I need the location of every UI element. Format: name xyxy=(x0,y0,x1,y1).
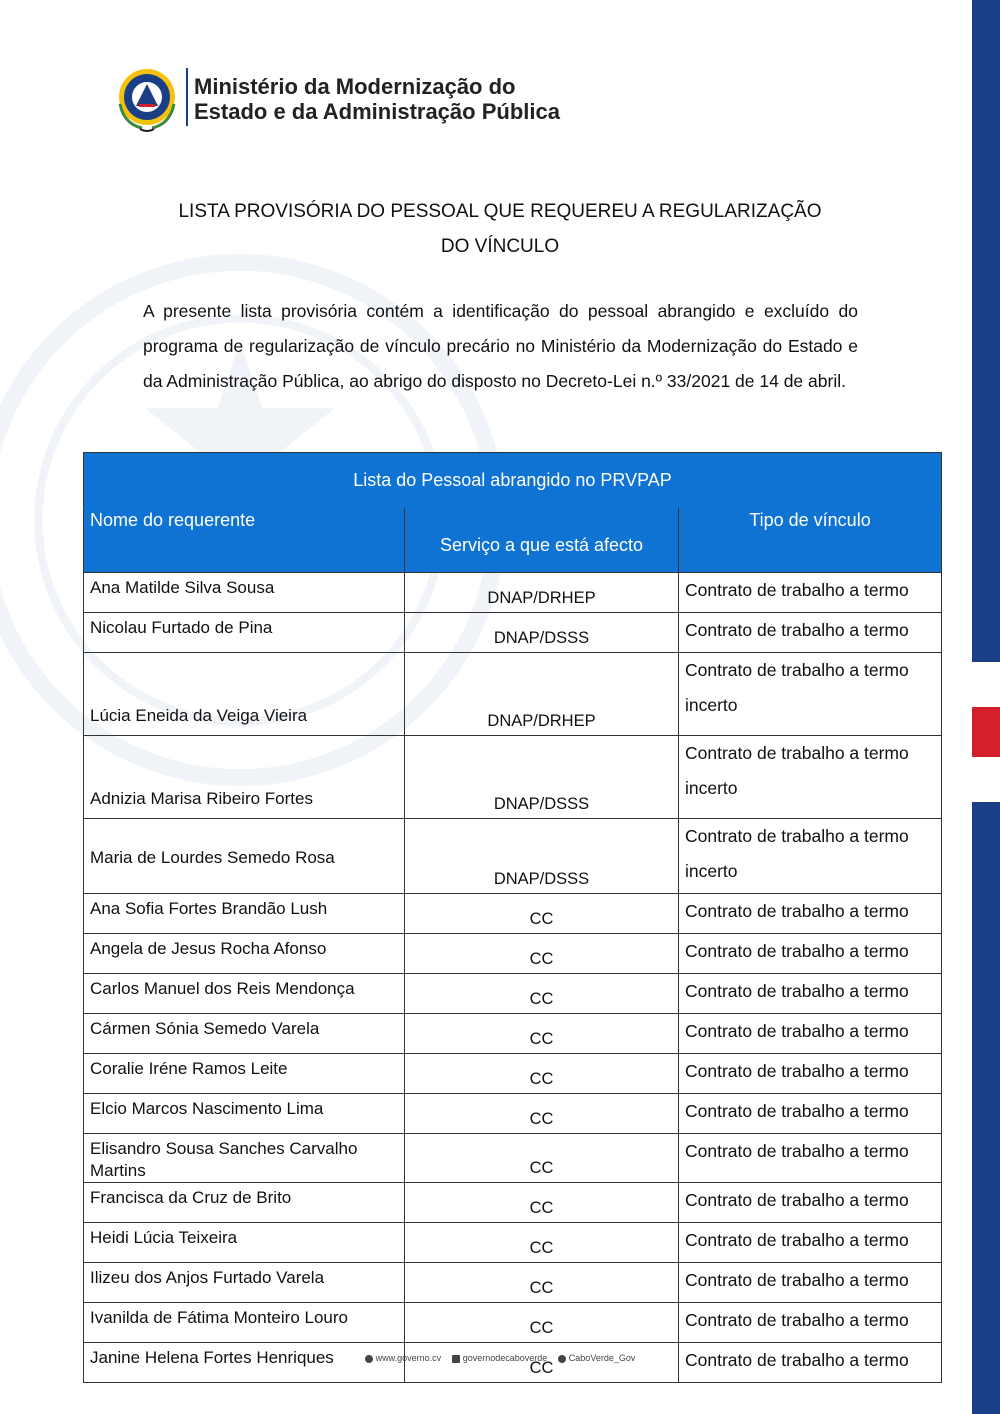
twitter-icon xyxy=(558,1355,566,1363)
table-row xyxy=(84,1263,942,1303)
cell-service: DNAP/DSSS xyxy=(405,613,679,653)
cell-name: Janine Helena Fortes Henriques xyxy=(84,1343,405,1383)
cell-type: Contrato de trabalho a termo xyxy=(679,934,942,974)
cell-type: Contrato de trabalho a termo incerto xyxy=(679,819,942,894)
cell-type: Contrato de trabalho a termo incerto xyxy=(679,653,942,736)
cell-service: CC xyxy=(405,1263,679,1303)
table-row xyxy=(84,613,942,653)
page-title-line2: DO VÍNCULO xyxy=(440,236,560,257)
cell-service: CC xyxy=(405,1054,679,1094)
logo-divider xyxy=(186,68,188,126)
cell-type: Contrato de trabalho a termo xyxy=(679,1223,942,1263)
footer-twitter-text: CaboVerde_Gov xyxy=(568,1353,636,1363)
table-row xyxy=(84,819,942,894)
cell-type: Contrato de trabalho a termo incerto xyxy=(679,736,942,819)
cell-name: Cármen Sónia Semedo Varela xyxy=(84,1014,405,1054)
side-stripe-blue-bottom xyxy=(972,802,1000,1414)
cell-name: Lúcia Eneida da Veiga Vieira xyxy=(84,653,405,736)
cell-name: Carlos Manuel dos Reis Mendonça xyxy=(84,974,405,1014)
cell-service: CC xyxy=(405,934,679,974)
ministry-name-line1: Ministério da Modernização do xyxy=(194,74,516,99)
cell-name: Nicolau Furtado de Pina xyxy=(84,613,405,653)
cell-service: DNAP/DSSS xyxy=(405,819,679,894)
globe-icon xyxy=(365,1355,373,1363)
page-title xyxy=(140,194,860,264)
cell-service: CC xyxy=(405,894,679,934)
footer-facebook-text: governodecaboverde xyxy=(462,1353,548,1363)
page-title-line1: LISTA PROVISÓRIA DO PESSOAL QUE REQUEREU A REGULARIZAÇÃO xyxy=(178,201,822,222)
cell-type: Contrato de trabalho a termo xyxy=(679,1303,942,1343)
table-row xyxy=(84,1183,942,1223)
cell-name: Ivanilda de Fátima Monteiro Louro xyxy=(84,1303,405,1343)
cell-type: Contrato de trabalho a termo xyxy=(679,1054,942,1094)
footer-website[interactable] xyxy=(365,1353,442,1363)
cell-name: Coralie Iréne Ramos Leite xyxy=(84,1054,405,1094)
column-header-service: Serviço a que está afecto xyxy=(405,508,679,573)
table-row xyxy=(84,1054,942,1094)
cell-service: DNAP/DRHEP xyxy=(405,653,679,736)
cell-name: Francisca da Cruz de Brito xyxy=(84,1183,405,1223)
cell-service: CC xyxy=(405,1014,679,1054)
cell-service: DNAP/DSSS xyxy=(405,736,679,819)
footer xyxy=(0,1353,1000,1363)
cell-name: Heidi Lúcia Teixeira xyxy=(84,1223,405,1263)
intro-paragraph: A presente lista provisória contém a identificação do pessoal abrangido e excluído do programa de regularização de vínculo precário no Ministério da Modernização do Estado e da Administração Pública, ao abrigo do disposto no Decreto-Lei n.º 33/2021 de 14 de abril. xyxy=(143,301,858,391)
footer-facebook[interactable] xyxy=(452,1353,548,1363)
cell-name: Ilizeu dos Anjos Furtado Varela xyxy=(84,1263,405,1303)
cell-type: Contrato de trabalho a termo xyxy=(679,974,942,1014)
cell-name: Elisandro Sousa Sanches Carvalho Martins xyxy=(84,1134,405,1183)
cell-type: Contrato de trabalho a termo xyxy=(679,1134,942,1183)
cell-name: Elcio Marcos Nascimento Lima xyxy=(84,1094,405,1134)
cell-type: Contrato de trabalho a termo xyxy=(679,1263,942,1303)
cell-type: Contrato de trabalho a termo xyxy=(679,613,942,653)
cell-type: Contrato de trabalho a termo xyxy=(679,573,942,613)
table-row xyxy=(84,1014,942,1054)
cell-name: Maria de Lourdes Semedo Rosa xyxy=(84,819,405,894)
ministry-name xyxy=(194,74,560,124)
table-row xyxy=(84,573,942,613)
footer-twitter[interactable] xyxy=(558,1353,636,1363)
cell-type: Contrato de trabalho a termo xyxy=(679,894,942,934)
cell-service: CC xyxy=(405,1343,679,1383)
cell-type: Contrato de trabalho a termo xyxy=(679,1094,942,1134)
table-caption: Lista do Pessoal abrangido no PRVPAP xyxy=(84,453,942,508)
cell-service: CC xyxy=(405,1303,679,1343)
table-row xyxy=(84,1223,942,1263)
cell-name: Adnizia Marisa Ribeiro Fortes xyxy=(84,736,405,819)
cell-service: CC xyxy=(405,1094,679,1134)
column-header-type: Tipo de vínculo xyxy=(679,508,942,573)
footer-website-text: www.governo.cv xyxy=(375,1353,442,1363)
table-row xyxy=(84,653,942,736)
facebook-icon xyxy=(452,1355,460,1363)
cell-type: Contrato de trabalho a termo xyxy=(679,1343,942,1383)
table-row xyxy=(84,1303,942,1343)
ministry-name-line2: Estado e da Administração Pública xyxy=(194,99,560,124)
personnel-table xyxy=(83,452,942,1383)
cell-service: CC xyxy=(405,1183,679,1223)
cell-name: Ana Sofia Fortes Brandão Lush xyxy=(84,894,405,934)
cell-name: Ana Matilde Silva Sousa xyxy=(84,573,405,613)
table-row xyxy=(84,974,942,1014)
cell-type: Contrato de trabalho a termo xyxy=(679,1183,942,1223)
side-stripe-red xyxy=(972,707,1000,757)
cell-service: DNAP/DRHEP xyxy=(405,573,679,613)
table-row xyxy=(84,934,942,974)
side-stripe-blue-top xyxy=(972,0,1000,662)
cell-service: CC xyxy=(405,1223,679,1263)
table-row xyxy=(84,1134,942,1183)
table-row xyxy=(84,736,942,819)
coat-of-arms-logo xyxy=(112,64,182,134)
cell-service: CC xyxy=(405,974,679,1014)
cell-service: CC xyxy=(405,1134,679,1183)
column-header-name: Nome do requerente xyxy=(84,508,405,573)
cell-type: Contrato de trabalho a termo xyxy=(679,1014,942,1054)
cell-name: Angela de Jesus Rocha Afonso xyxy=(84,934,405,974)
table-row xyxy=(84,1094,942,1134)
table-row xyxy=(84,894,942,934)
